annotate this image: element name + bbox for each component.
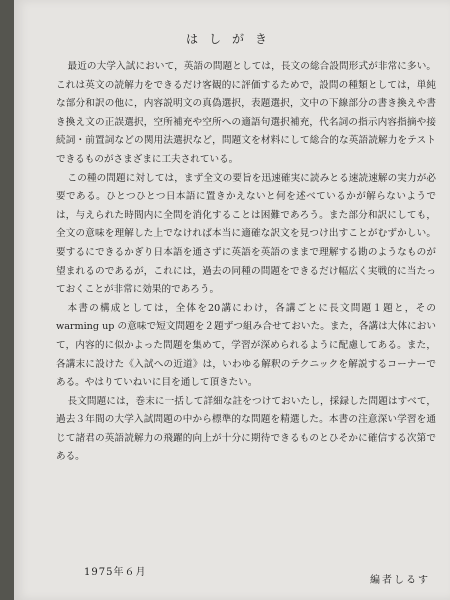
paragraph-2: この種の問題に対しては，まず全文の要旨を迅速確実に読みとる速読速解の実力が必要である。ひとつひとつ日本語に置きかえないと何を述べているかが解らないようでは，与えられた時間内に全問を消化することは困難であろう。また部分和訳にしても，全文の意味を理解した上でなければ本当に適確な訳文を見つけ出すことがむずかしい。要するにできるかぎり日本語を通さずに英語を英語のままで理解する勘のようなものが望まれるのであるが，これには，過去の同種の問題をできるだけ幅広く実戦的に当たっておくことが非常に効果的であろう。	[56, 172, 436, 296]
preface-body	[56, 58, 436, 467]
paragraph-3: 本書の構成としては，全体を20講にわけ，各講ごとに長文問題１題と，その warming up の意味で短文問題を２題ずつ組み合せておいた。また，各講は大体において，内容的に似かよった問題を集めて，学習が深められるように配慮してある。また，各講末に設けた《入試への近道》は，いわゆる解釈のテクニックを解説するコーナーである。やはりていねいに目を通して頂きたい。	[56, 302, 436, 389]
page-title: はしがき	[185, 32, 278, 46]
date-line: 1975年６月	[84, 567, 147, 578]
paragraph-4: 長文問題には，巻末に一括して詳細な註をつけておいたし，採録した問題はすべて，過去３年間の大学入試問題の中から標準的な問題を精選した。本書の注意深い学習を通じて諸君の英語読解力の飛躍的向上が十分に期待できるものとひそかに確信する次第である。	[56, 395, 436, 463]
author-signature: 編者しるす	[370, 575, 430, 586]
paragraph-1: 最近の大学入試において，英語の問題としては，長文の総合設問形式が非常に多い。これは英文の読解力をできるだけ客観的に評価するためで，設問の種類としては，単純な部分和訳の他に，内容説明文の真偽選択，表題選択，文中の下線部分の書き換えや書き換え文の正誤選択，空所補充や空所への適語句選択補充，代名詞の指示内容指摘や接続詞・前置詞などの関用法選択など，問題文を材料にして総合的な英語読解力をテストできるものがさまざまに工夫されている。	[56, 61, 436, 165]
book-page	[14, 0, 450, 600]
